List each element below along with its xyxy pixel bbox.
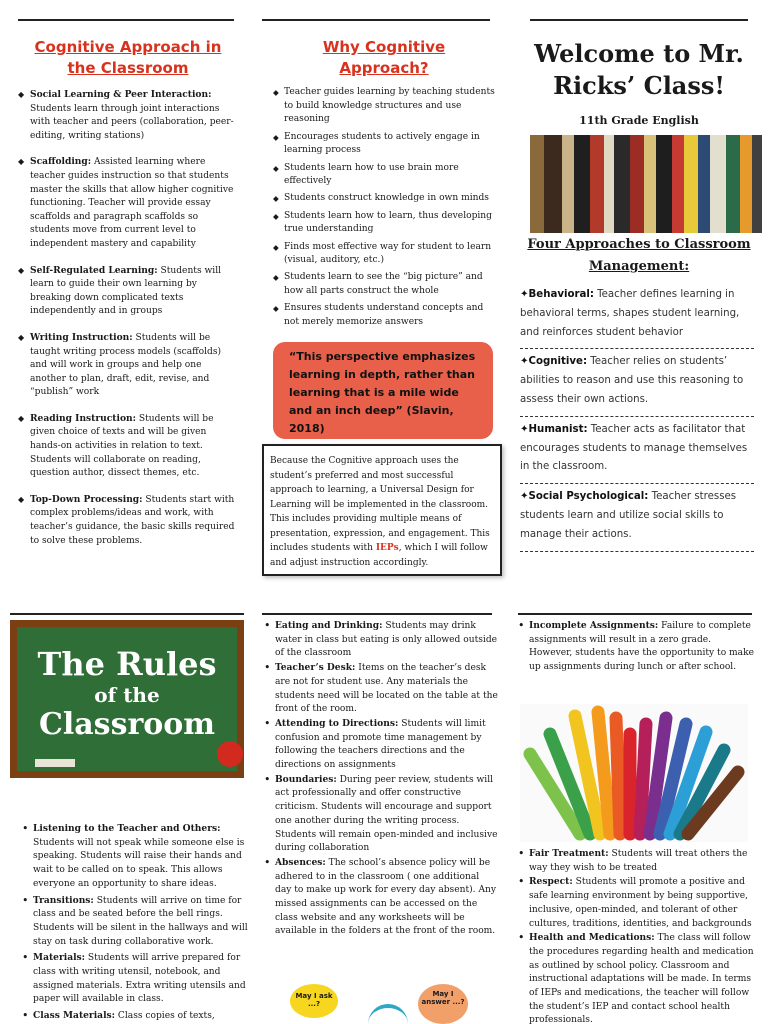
books-image [530,135,762,233]
rules-column-2 [262,619,498,939]
raised-hands-graphic [520,704,748,842]
list-item: ◆ Encourages students to actively engage in learning process [273,131,495,158]
item-text: Students will limit confusion and promote time management by following the teachers directions and the directions on assignments [275,718,486,771]
welcome-title: Welcome to Mr. Ricks’ Class! [534,39,744,100]
rules-column-3-top [516,619,754,675]
item-term: Transitions: [33,894,94,906]
item-term: Absences: [275,856,326,868]
list-item: ◆ Teacher guides learning by teaching students to build knowledge structures and use reasoning [273,86,495,127]
item-text: Students learn through joint interactions with teacher and peers (collaboration, peer-editing, writing stations) [30,103,234,141]
item-text: Students will arrive on time for class and be seated before the bell rings. Students will be silent in the hallways and will stay on task during collaborative work. [33,895,248,947]
list-item [262,773,498,856]
item-text: Assisted learning where teacher guides instruction so that students master the skills that allow higher cognitive functioning. Teacher will provide essay scaffolds and paragraph scaffolds so students move from current level to independent mastery and capability [30,157,234,249]
list-item: ◆ Students learn to see the “big picture” and how all parts construct the whole [273,271,495,298]
left-panel [18,37,238,560]
divider-top-left [18,19,234,21]
rules-column-3-bottom [516,847,756,1024]
list-item [262,717,498,773]
approach-term: ✦Humanist: [520,423,588,435]
list-item: ◆ Students learn how to learn, thus developing true understanding [273,210,495,237]
list-item [18,493,238,548]
divider-top-right [530,19,748,21]
list-item [18,155,238,251]
item-term: Class Materials: [33,1010,116,1022]
item-text: Items on the teacher’s desk are not for student use. Any materials the students need will be located on the table at the front of the room. [275,663,498,715]
item-term: Respect: [529,876,573,888]
list-item [20,822,248,892]
list-item: ◆ Students construct knowledge in own minds [273,192,495,206]
raised-hands-image [520,704,748,842]
item-text: The school’s absence policy will be adhered to in the classroom ( one additional day to make up work for every day absent). Any missed assignments can be accessed on the class website and any worksheets will be available in the folders at the front of the room. [275,857,497,937]
grade-subtitle: 11th Grade English [579,114,699,127]
why-cognitive-list [273,86,495,330]
item-text: Students will not speak while someone else is speaking. Students will raise their hands and wait to be called on to speak. This allows everyone an opportunity to share ideas. [33,837,245,889]
list-item [20,894,248,950]
middle-panel-title: Why Cognitive Approach? [322,38,446,77]
udl-box: Because the Cognitive approach uses the student’s preferred and most successful approach to learning, a Universal Design for Learning will be implemented in the classroom. This includes providing multiple means of presentation, expression, and engagement. This includes students with IEPs, which I will follow and adjust instruction accordingly. [262,444,502,576]
item-term: Listening to the Teacher and Others: [33,823,221,834]
item-text: Students start with complex problems/ideas and work, with teacher’s guidance, the basic skills required to solve these problems. [30,494,235,546]
raised-hand-icon [368,1004,408,1024]
item-term: Writing Instruction: [30,331,133,343]
divider-bottom-left [10,613,244,615]
approaches-list [520,282,754,552]
list-item [18,331,238,400]
list-item: ◆ Students learn how to use brain more effectively [273,162,495,189]
list-item [516,847,756,875]
item-text: During peer review, students will act professionally and offer constructive criticism. Students will encourage and support one another during the writing process. Students will remain open-minded and inclusive during collaboration [275,774,498,854]
item-text: Students will learn to guide their own learning by breaking down complicated texts independently and in groups [30,265,222,317]
cognitive-approach-list [18,88,238,548]
list-item [18,88,238,143]
approach-item [520,417,754,484]
item-text: Students will be given choice of texts and will be given hands-on activities in relation to text. Students will collaborate on reading, question author, dissect themes, etc. [30,413,214,479]
item-text: Students will promote a positive and safe learning environment by being supportive, inclusive, open-minded, and tolerant of other cultures, traditions, identities, and backgrounds [529,877,752,929]
item-term: Fair Treatment: [529,848,609,859]
speech-bubble-ask: May I ask ...? [290,984,338,1018]
approach-item [520,282,754,349]
approach-term: ✦Cognitive: [520,356,588,368]
approach-term: ✦Behavioral: [520,289,594,300]
rules-line1: The Rules [37,645,217,683]
item-text: The class will follow the procedures regarding health and medication as outlined by school policy. Classroom and instructional adaptations will be made. In terms of IEPs and medications, the teacher will follow the student’s IEP and contact school health professionals. [529,933,754,1024]
chalk-eraser [35,759,75,767]
item-term: Top-Down Processing: [30,493,143,505]
right-panel [520,38,758,127]
left-panel-title: Cognitive Approach in the Classroom [34,38,222,77]
middle-panel [273,37,495,333]
divider-bottom-right [518,613,752,615]
item-term: Social Learning & Peer Interaction: [30,89,212,100]
list-item: ◆ Ensures students understand concepts and not merely memorize answers [273,302,495,329]
approach-text: Teacher defines learning in behavioral terms, shapes student learning, and reinforces student behavior [520,289,740,338]
approach-item [520,349,754,416]
list-item [262,619,498,661]
list-item [516,619,754,675]
speech-bubble-answer: May I answer ...? [418,984,468,1024]
item-term: Eating and Drinking: [275,620,383,631]
item-term: Health and Medications: [529,932,655,944]
approach-item [520,484,754,551]
four-approaches-heading: Four Approaches to Classroom Management: [527,237,751,274]
item-term: Attending to Directions: [275,717,399,729]
list-item [262,661,498,717]
iep-highlight: IEPs [375,543,399,553]
divider-top-middle [262,19,490,21]
list-item [516,931,756,1024]
item-text: Students will be taught writing process models (scaffolds) and will work in groups and help one another to plan, draft, edit, revise, and “publish” work [30,332,222,398]
item-term: Boundaries: [275,773,337,785]
item-term: Scaffolding: [30,156,92,168]
list-item [20,1009,248,1024]
rules-column-1 [20,822,248,1024]
rules-line2: of the [94,683,160,707]
rules-chalkboard-image [10,620,244,778]
item-text: Failure to complete assignments will result in a zero grade. However, students have the opportunity to make up assignments during lunch or after school. [529,621,754,673]
approach-text: Teacher stresses students learn and utilize social skills to manage their actions. [520,491,737,540]
list-item [262,856,498,939]
list-item [516,875,756,931]
item-text: Students will treat others the way they wish to be treated [529,849,748,873]
list-item [18,412,238,481]
list-item [20,951,248,1007]
item-term: Materials: [33,952,86,964]
approach-term: ✦Social Psychological: [520,491,649,503]
slavin-quote: “This perspective emphasizes learning in depth, rather than learning that is a mile wide and an inch deep” (Slavin, 2018) [273,342,493,439]
item-term: Teacher’s Desk: [275,662,356,674]
list-item [18,264,238,319]
list-item: ◆ Finds most effective way for student to learn (visual, auditory, etc.) [273,241,495,268]
item-text: Class copies of texts, [115,1011,215,1022]
rules-line3: Classroom [38,707,216,742]
approach-text: Teacher acts as facilitator that encourages students to manage themselves in the classroom. [520,423,748,473]
item-term: Self-Regulated Learning: [30,264,158,276]
apple-icon [217,741,243,767]
item-term: Incomplete Assignments: [529,620,659,631]
item-text: Students will arrive prepared for class with writing utensil, notebook, and assigned materials. Extra writing utensils and paper will available in class. [33,953,246,1005]
item-term: Reading Instruction: [30,412,136,424]
item-text: Students may drink water in class but eating is only allowed outside of the classroom [275,621,498,659]
divider-bottom-middle [262,613,492,615]
approach-text: Teacher relies on students’ abilities to reason and use this reasoning to assess their own actions. [520,356,744,405]
